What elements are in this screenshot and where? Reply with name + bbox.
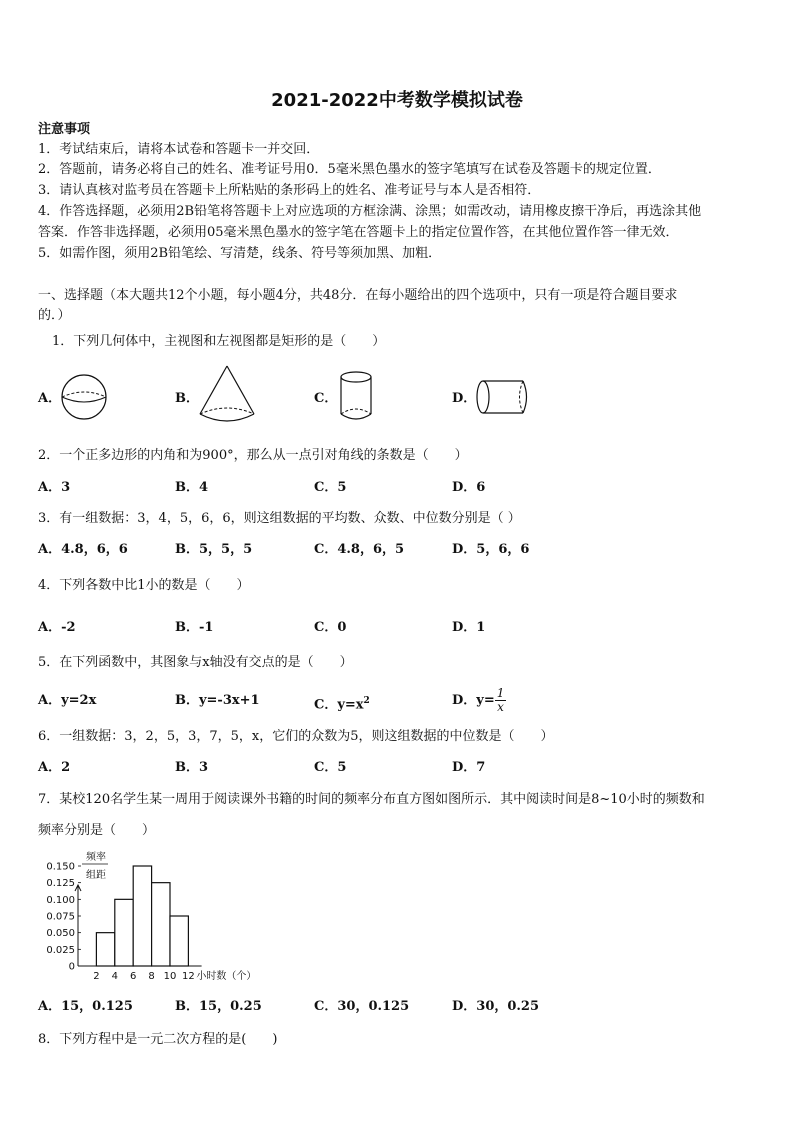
q5-stem: 5．在下列函数中，其图象与x轴没有交点的是（ ） xyxy=(38,655,353,670)
notice-item-4-cont: 答案．作答非选择题，必须用05毫米黑色墨水的签字笔在答题卡上的指定位置作答，在其他位置作答一律无效． xyxy=(38,225,679,240)
q1-option-a: A． xyxy=(38,391,62,406)
q8-stem: 8．下列方程中是一元二次方程的是( ) xyxy=(38,1032,278,1047)
sphere-icon xyxy=(58,372,110,422)
q5-option-d xyxy=(452,682,506,720)
histogram-chart xyxy=(40,848,270,986)
q4-option-b: B．-1 xyxy=(175,620,214,635)
q7-option-b: B．15，0.25 xyxy=(175,999,262,1014)
q3-stem: 3．有一组数据：3，4，5，6，6，则这组数据的平均数、众数、中位数分别是（ ） xyxy=(38,511,521,526)
q1-stem: 1．下列几何体中，主视图和左视图都是矩形的是（ ） xyxy=(52,334,386,349)
q7-option-a: A．15，0.125 xyxy=(38,999,133,1014)
q2-option-b: B．4 xyxy=(175,480,209,495)
x-tick-label: 6 xyxy=(130,971,137,982)
x-tick-label: 4 xyxy=(111,971,118,982)
q3-option-a: A．4.8，6，6 xyxy=(38,542,128,557)
notice-heading: 注意事项 xyxy=(38,122,91,137)
q5-frac-numerator: 1 xyxy=(496,686,505,700)
y-axis-label-top: 频率 xyxy=(86,852,106,863)
q2-option-d: D．6 xyxy=(452,480,486,495)
q5-option-b: B．y=-3x+1 xyxy=(175,693,260,708)
q6-stem: 6．一组数据：3，2，5，3，7，5，x，它们的众数为5，则这组数据的中位数是（ ） xyxy=(38,729,554,744)
q7-stem: 7．某校120名学生某一周用于阅读课外书籍的时间的频率分布直方图如图所示．其中阅读时间是8~10小时的频数和 xyxy=(38,792,705,807)
q5-option-a: A．y=2x xyxy=(38,693,97,708)
q6-option-c: C．5 xyxy=(314,760,347,775)
x-tick-label: 10 xyxy=(163,971,177,982)
q7-option-d: D．30，0.25 xyxy=(452,999,540,1014)
q2-option-c: C．5 xyxy=(314,480,347,495)
notice-item-5: 5．如需作图，须用2B铅笔绘、写清楚，线条、符号等须加黑、加粗． xyxy=(38,246,442,261)
y-tick-label: 0 xyxy=(68,961,75,973)
histogram-bar xyxy=(115,899,133,966)
q5-frac-denominator: x xyxy=(497,700,504,714)
q3-option-b: B．5，5，5 xyxy=(175,542,253,557)
q7-option-c: C．30，0.125 xyxy=(314,999,410,1014)
q5-option-d-text: D．y= xyxy=(452,693,495,708)
q5-option-c-text: C．y=x xyxy=(314,697,364,713)
y-tick-label: 0.075 xyxy=(46,911,75,923)
histogram-bar xyxy=(133,866,151,966)
y-axis-label-bottom: 组距 xyxy=(86,870,106,881)
notice-item-2: 2．答题前，请务必将自己的姓名、准考证号用0．5毫米黑色墨水的签字笔填写在试卷及答题卡的规定位置． xyxy=(38,162,661,177)
q1-option-c: C． xyxy=(314,391,338,406)
q3-option-c: C．4.8，6，5 xyxy=(314,542,405,557)
y-tick-label: 0.025 xyxy=(46,944,75,956)
q6-option-a: A．2 xyxy=(38,760,71,775)
x-tick-label: 12 xyxy=(182,971,195,982)
q2-stem: 2．一个正多边形的内角和为900°，那么从一点引对角线的条数是（ ） xyxy=(38,448,468,463)
section-heading: 一、选择题（本大题共12个小题，每小题4分，共48分．在每小题给出的四个选项中，只有一项是符合题目要求 xyxy=(38,288,678,303)
notice-item-4: 4．作答选择题，必须用2B铅笔将答题卡上对应选项的方框涂满、涂黑；如需改动，请用橡皮擦干净后，再选涂其他 xyxy=(38,204,702,219)
section-heading-cont: 的．） xyxy=(38,308,71,323)
upright-cylinder-icon xyxy=(338,370,374,422)
histogram-bar xyxy=(152,883,170,966)
cone-icon xyxy=(196,364,258,428)
x-axis-label: 小时数（个） xyxy=(196,971,257,982)
horizontal-cylinder-icon xyxy=(474,378,532,416)
q5-option-c-exponent: 2 xyxy=(363,696,370,706)
y-tick-label: 0.125 xyxy=(46,878,75,890)
y-tick-label: 0.050 xyxy=(46,928,75,940)
y-tick-label: 0.150 xyxy=(46,861,75,873)
notice-item-1: 1．考试结束后，请将本试卷和答题卡一并交回． xyxy=(38,142,320,157)
page-title: 2021-2022中考数学模拟试卷 xyxy=(271,90,523,111)
q1-option-b: B． xyxy=(175,391,199,406)
y-tick-label: 0.100 xyxy=(46,894,75,906)
q2-option-a: A．3 xyxy=(38,480,71,495)
q3-option-d: D．5，6，6 xyxy=(452,542,530,557)
q7-stem-cont: 频率分别是（ ） xyxy=(38,823,156,838)
q6-option-d: D．7 xyxy=(452,760,486,775)
q5-option-d-fraction xyxy=(495,687,507,714)
q4-option-a: A．-2 xyxy=(38,620,76,635)
histogram-bar xyxy=(96,933,114,966)
q6-option-b: B．3 xyxy=(175,760,209,775)
q4-option-d: D．1 xyxy=(452,620,486,635)
q5-option-c xyxy=(314,691,370,715)
x-tick-label: 2 xyxy=(93,971,100,982)
x-tick-label: 8 xyxy=(148,971,155,982)
q4-stem: 4．下列各数中比1小的数是（ ） xyxy=(38,578,250,593)
histogram-bar xyxy=(170,916,188,966)
q4-option-c: C．0 xyxy=(314,620,347,635)
q1-option-d: D． xyxy=(452,391,477,406)
notice-item-3: 3．请认真核对监考员在答题卡上所粘贴的条形码上的姓名、准考证号与本人是否相符． xyxy=(38,183,541,198)
